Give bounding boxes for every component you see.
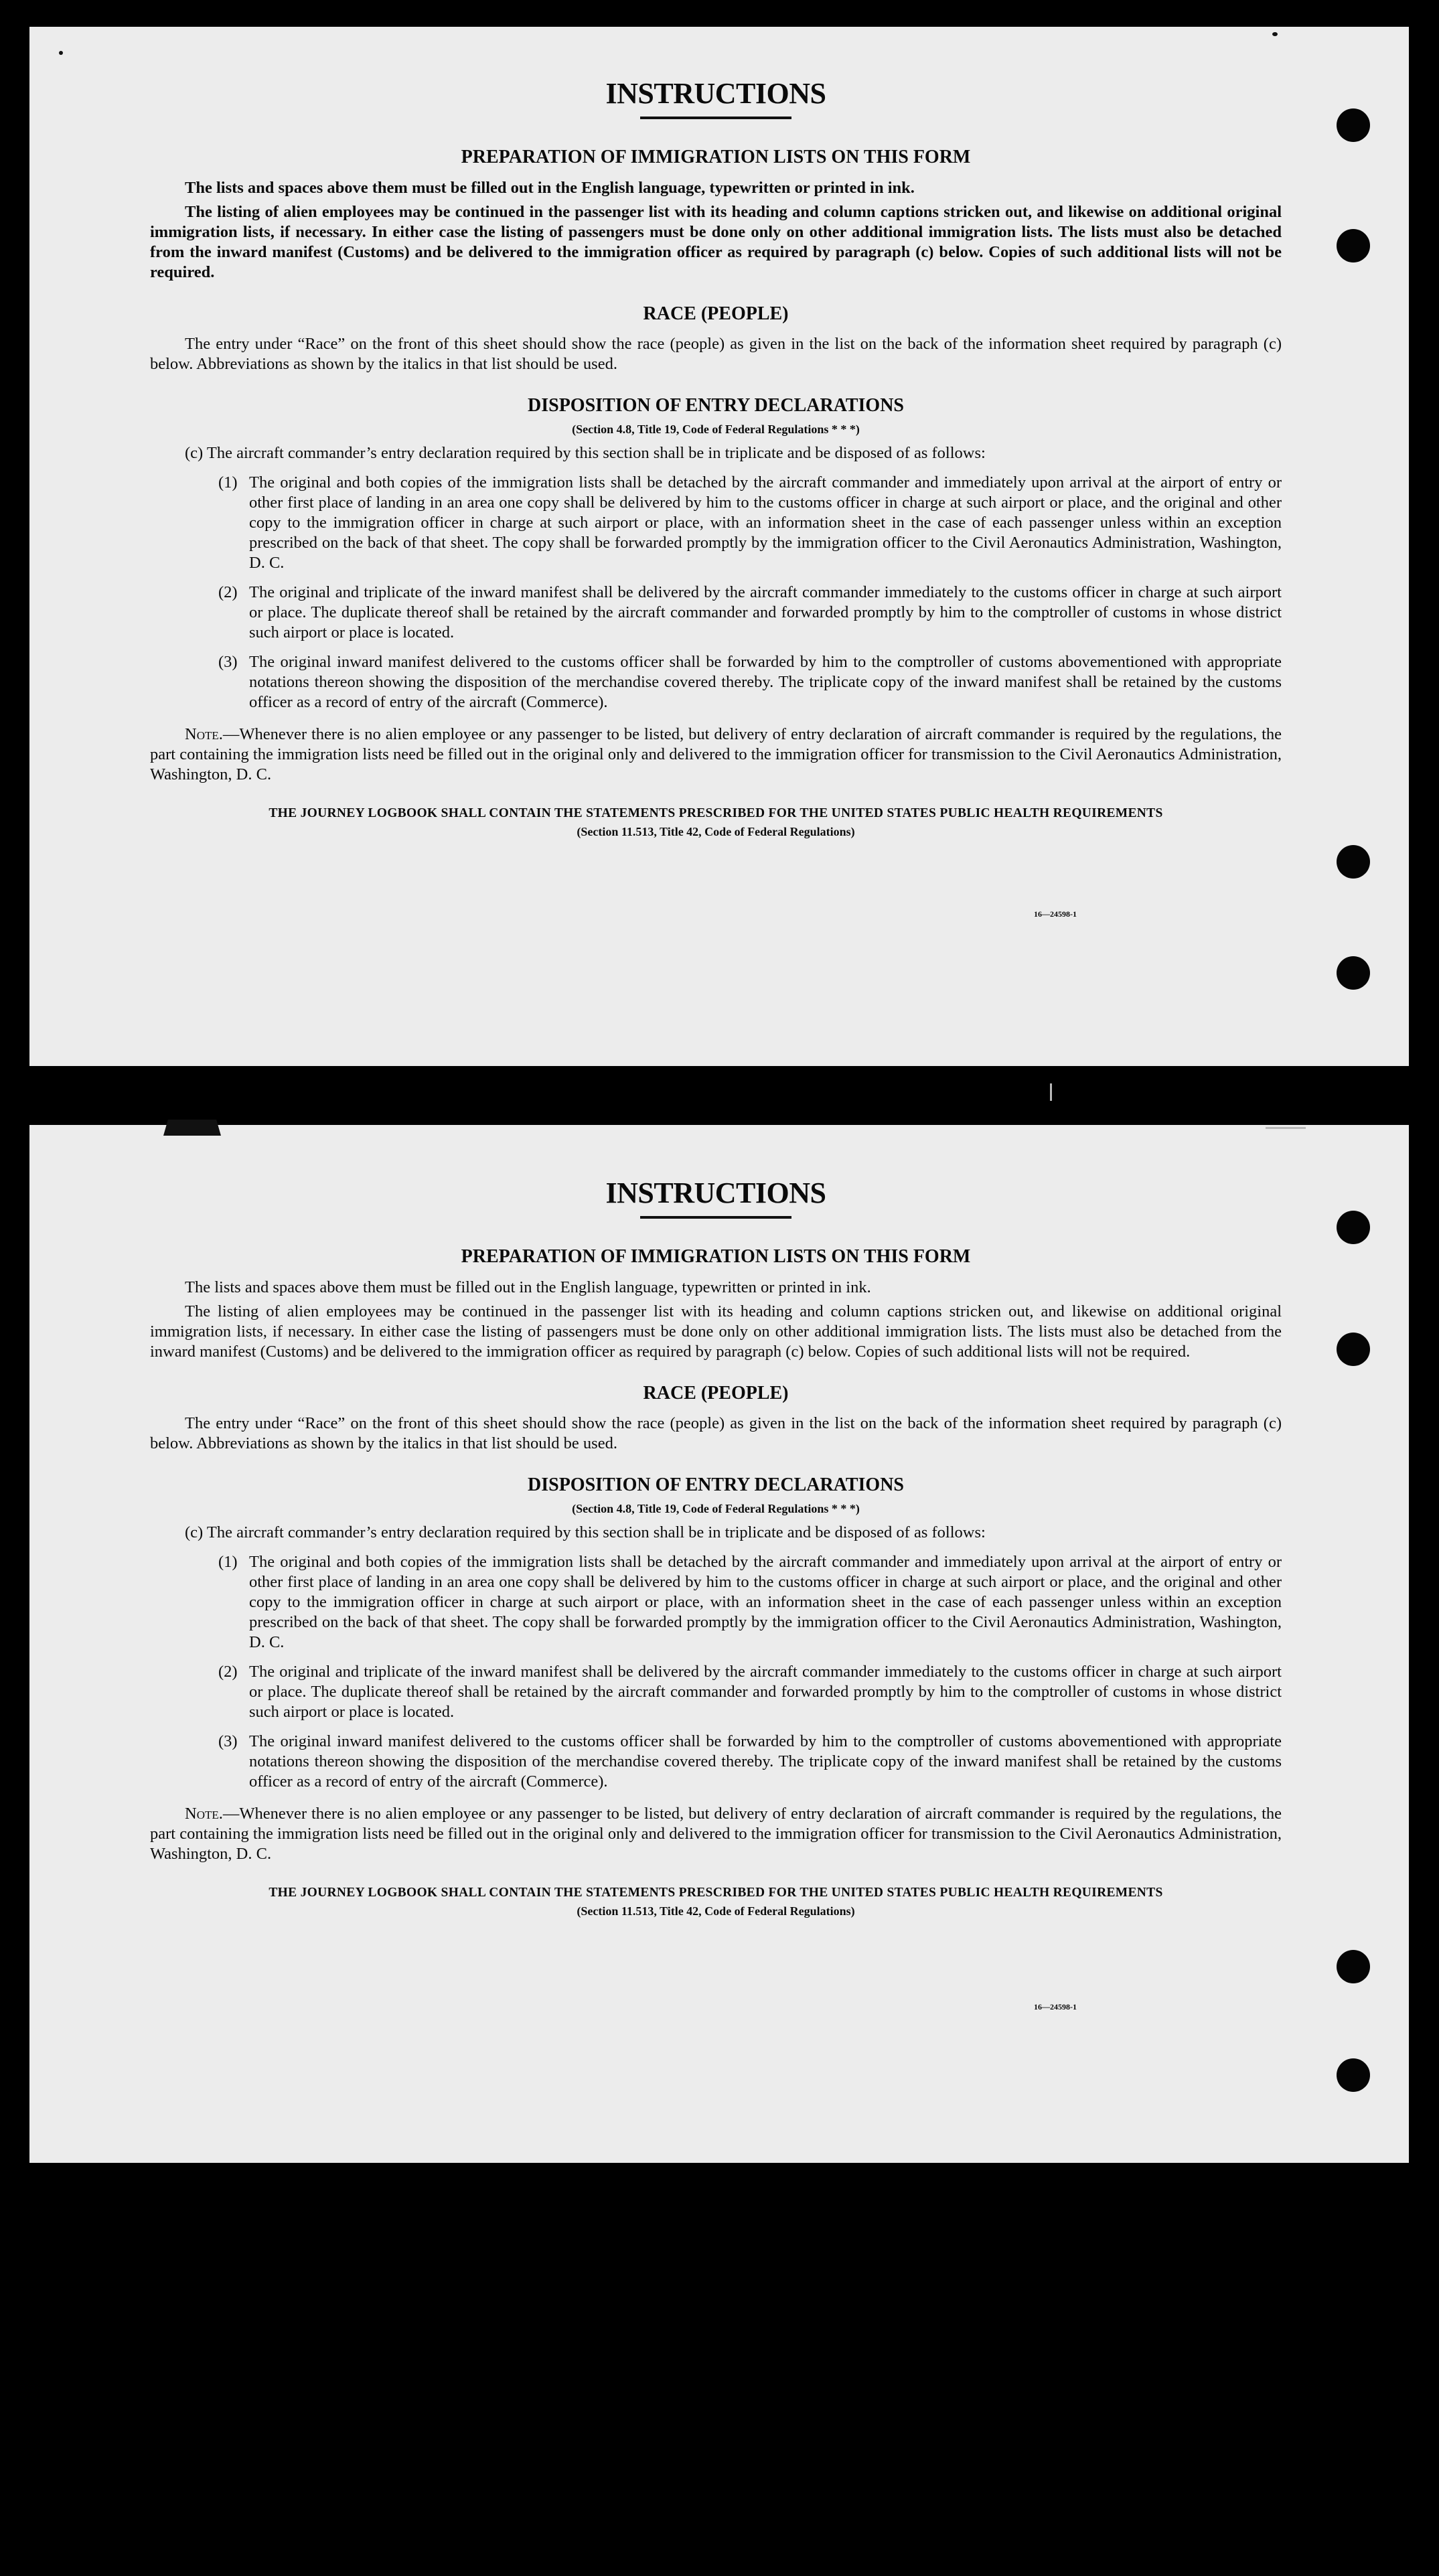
item-text: The original and both copies of the immigration lists shall be detached by the aircraft commander and immediately upon arrival at the airport of entry or other first place of landing in an area one copy shall be delivered by him to the customs officer in charge at such airport or place, and the original and other copy to the immigration officer in charge at such airport or place, with an information sheet in the case of each passenger unless within an exception prescribed on the back of that sheet. The copy shall be forwarded promptly by the immigration officer to the Civil Aeronautics Administration, Washington, D. C.	[249, 473, 1282, 572]
public-health-statement: THE JOURNEY LOGBOOK SHALL CONTAIN THE STATEMENTS PRESCRIBED FOR THE UNITED STATES PUBLIC HEALTH REQUIREMENTS	[269, 1885, 1163, 1900]
instruction-sheet-top	[29, 27, 1409, 1066]
item-number: (3)	[218, 1732, 238, 1750]
punch-hole	[1337, 1333, 1370, 1366]
item-number: (1)	[218, 473, 238, 491]
form-code: 16—24598-1	[1034, 2002, 1077, 2012]
punch-hole	[1337, 1211, 1370, 1244]
punch-hole	[1337, 229, 1370, 262]
paragraph-language: The lists and spaces above them must be filled out in the English language, typewritten or printed in ink.	[185, 1278, 871, 1296]
heading-immigration-lists: PREPARATION OF IMMIGRATION LISTS ON THIS FORM	[461, 147, 971, 167]
item-text: The original and triplicate of the inward manifest shall be delivered by the aircraft commander immediately to the customs officer in charge at such airport or place. The duplicate thereof shall be retained by the aircraft commander and forwarded promptly by him to the comptroller of customs in whose district such airport or place is located.	[249, 1662, 1282, 1721]
paragraph-race: The entry under “Race” on the front of this sheet should show the race (people) as given in the list on the back of the information sheet required by paragraph (c) below. Abbreviations as shown by the italics in that list should be used.	[150, 1414, 1282, 1453]
scan-speck	[1272, 32, 1278, 36]
list-item	[218, 652, 1282, 712]
heading-race: RACE (PEOPLE)	[643, 303, 789, 324]
heading-disposition: DISPOSITION OF ENTRY DECLARATIONS	[528, 395, 904, 416]
heading-immigration-lists: PREPARATION OF IMMIGRATION LISTS ON THIS FORM	[461, 1246, 971, 1267]
note-text: —Whenever there is no alien employee or any passenger to be listed, but delivery of entry declaration of aircraft commander is required by the regulations, the part containing the immigration lists need be filled out in the original only and delivered to the immigration officer for transmission to the Civil Aeronautics Administration, Washington, D. C.	[150, 1804, 1282, 1863]
form-code: 16—24598-1	[1034, 909, 1077, 919]
title-underline	[640, 1216, 791, 1219]
item-number: (2)	[218, 1662, 238, 1681]
punch-hole	[1337, 108, 1370, 142]
list-item	[218, 1662, 1282, 1722]
heading-disposition: DISPOSITION OF ENTRY DECLARATIONS	[528, 1474, 904, 1496]
subheading-regulation-citation: (Section 4.8, Title 19, Code of Federal Regulations * * *)	[572, 422, 860, 436]
clause-c-intro: (c) The aircraft commander’s entry declaration required by this section shall be in triplicate and be disposed of as follows:	[185, 443, 986, 462]
public-health-statement: THE JOURNEY LOGBOOK SHALL CONTAIN THE STATEMENTS PRESCRIBED FOR THE UNITED STATES PUBLIC HEALTH REQUIREMENTS	[269, 806, 1163, 820]
paragraph-race: The entry under “Race” on the front of this sheet should show the race (people) as given in the list on the back of the information sheet required by paragraph (c) below. Abbreviations as shown by the italics in that list should be used.	[150, 335, 1282, 374]
sheet-title: INSTRUCTIONS	[605, 1177, 826, 1209]
note-paragraph	[150, 725, 1282, 785]
public-health-citation: (Section 11.513, Title 42, Code of Federal Regulations)	[577, 824, 855, 838]
note-label: Note.	[185, 1804, 223, 1823]
punch-hole	[1337, 845, 1370, 879]
list-item	[218, 1732, 1282, 1792]
paragraph-listing: The listing of alien employees may be continued in the passenger list with its heading and column captions stricken out, and likewise on additional original immigration lists, if necessary. In either case the listing of passengers must be done only on other additional immigration lists. The lists must also be detached from the inward manifest (Customs) and be delivered to the immigration officer as required by paragraph (c) below. Copies of such additional lists will not be required.	[150, 1302, 1282, 1361]
punch-hole	[1337, 956, 1370, 990]
paragraph-language: The lists and spaces above them must be filled out in the English language, typewritten or printed in ink.	[185, 178, 915, 197]
paragraph-listing: The listing of alien employees may be continued in the passenger list with its heading and column captions stricken out, and likewise on additional original immigration lists, if necessary. In either case the listing of passengers must be done only on other additional immigration lists. The lists must also be detached from the inward manifest (Customs) and be delivered to the immigration officer as required by paragraph (c) below. Copies of such additional lists will not be required.	[150, 202, 1282, 281]
item-text: The original inward manifest delivered to the customs officer shall be forwarded by him to the comptroller of customs abovementioned with appropriate notations thereon showing the disposition of the merchandise covered thereby. The triplicate copy of the inward manifest shall be retained by the customs officer as a record of entry of the aircraft (Commerce).	[249, 1732, 1282, 1791]
note-text: —Whenever there is no alien employee or any passenger to be listed, but delivery of entry declaration of aircraft commander is required by the regulations, the part containing the immigration lists need be filled out in the original only and delivered to the immigration officer for transmission to the Civil Aeronautics Administration, Washington, D. C.	[150, 725, 1282, 783]
subheading-regulation-citation: (Section 4.8, Title 19, Code of Federal Regulations * * *)	[572, 1501, 860, 1515]
title-underline	[640, 117, 791, 119]
note-paragraph	[150, 1804, 1282, 1864]
sheet-title: INSTRUCTIONS	[605, 77, 826, 110]
list-item	[218, 1552, 1282, 1653]
punch-hole	[1337, 2058, 1370, 2092]
item-number: (1)	[218, 1552, 238, 1571]
item-number: (3)	[218, 652, 238, 671]
scan-speck	[59, 51, 63, 55]
scan-speck	[1266, 1127, 1306, 1129]
punch-hole	[1337, 1950, 1370, 1983]
note-label: Note.	[185, 725, 223, 743]
list-item	[218, 583, 1282, 643]
item-number: (2)	[218, 583, 238, 601]
clause-c-intro: (c) The aircraft commander’s entry declaration required by this section shall be in triplicate and be disposed of as follows:	[185, 1523, 986, 1541]
heading-race: RACE (PEOPLE)	[643, 1382, 789, 1404]
item-text: The original inward manifest delivered to the customs officer shall be forwarded by him to the comptroller of customs abovementioned with appropriate notations thereon showing the disposition of the merchandise covered thereby. The triplicate copy of the inward manifest shall be retained by the customs officer as a record of entry of the aircraft (Commerce).	[249, 652, 1282, 711]
instruction-sheet-bottom	[29, 1125, 1409, 2163]
tape-mark	[163, 1120, 221, 1136]
scan-speck	[1050, 1083, 1052, 1101]
public-health-citation: (Section 11.513, Title 42, Code of Federal Regulations)	[577, 1904, 855, 1918]
item-text: The original and both copies of the immigration lists shall be detached by the aircraft commander and immediately upon arrival at the airport of entry or other first place of landing in an area one copy shall be delivered by him to the customs officer in charge at such airport or place, and the original and other copy to the immigration officer in charge at such airport or place, with an information sheet in the case of each passenger unless within an exception prescribed on the back of that sheet. The copy shall be forwarded promptly by the immigration officer to the Civil Aeronautics Administration, Washington, D. C.	[249, 1552, 1282, 1651]
item-text: The original and triplicate of the inward manifest shall be delivered by the aircraft commander immediately to the customs officer in charge at such airport or place. The duplicate thereof shall be retained by the aircraft commander and forwarded promptly by him to the comptroller of customs in whose district such airport or place is located.	[249, 583, 1282, 641]
list-item	[218, 473, 1282, 573]
